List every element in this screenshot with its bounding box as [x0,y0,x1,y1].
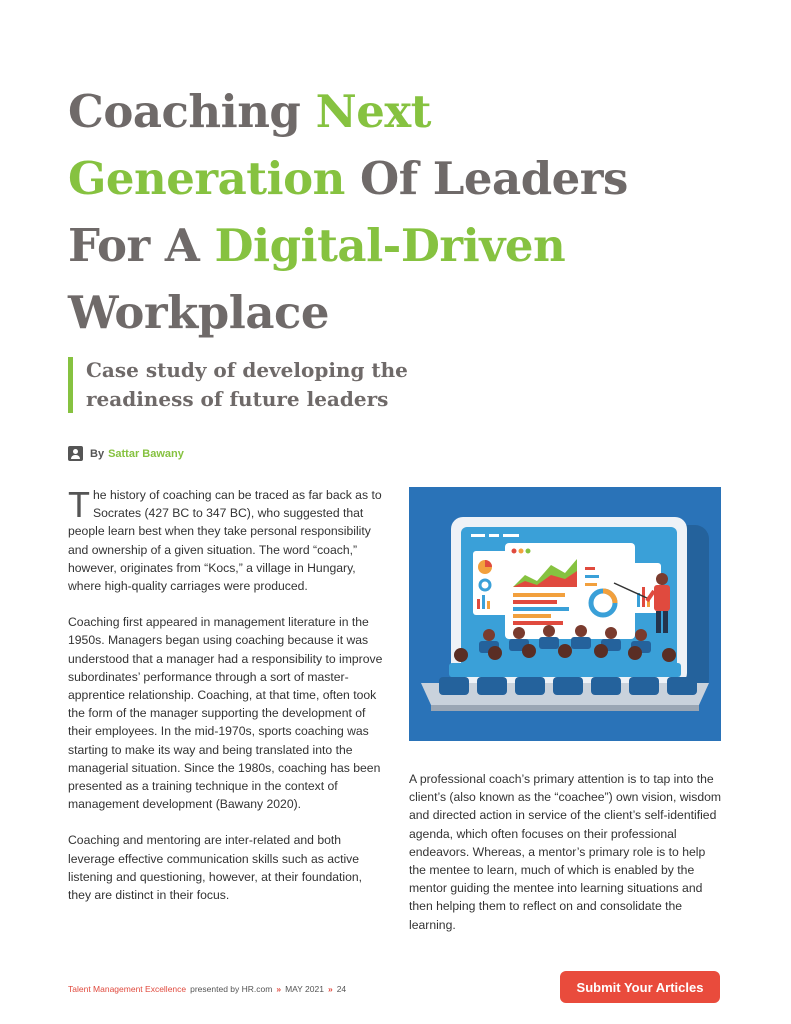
submit-articles-button[interactable]: Submit Your Articles [560,971,720,1003]
article-subtitle: Case study of developing the readiness of future leaders [86,358,408,411]
page-number: 24 [336,984,347,994]
right-column [409,770,725,934]
author-icon [68,446,83,461]
byline-prefix: By [90,447,105,460]
title-highlight: Next [315,85,431,138]
page-footer [68,984,346,994]
title-part: Workplace [68,286,330,339]
drop-cap: T [68,484,90,525]
online-presentation-laptop-illustration [409,487,721,741]
paragraph: A professional coach’s primary attention is to tap into the client’s (also known as the “coachee”) own vision, wisdom and directed action in service of the client’s self-identified agenda, which often focuses on their professional endeavors. Whereas, a mentor’s primary role is to help the mentee to learn, much of which is enabled by the mentor guiding the mentee into learning situations and then helping them to reflect on and consolidate the learning. [409,772,722,932]
title-part: For A [68,219,215,272]
footer-brand: Talent Management Excellence [68,984,187,994]
left-column [68,486,386,922]
author-name: Sattar Bawany [108,447,184,460]
title-part: Coaching [68,85,316,138]
title-part: Of Leaders [344,152,628,205]
footer-separator-icon: » [276,984,282,994]
footer-separator-icon: » [327,984,333,994]
paragraph: Coaching and mentoring are inter-related and both leverage effective communication skills such as active listening and questioning, however, at their foundation, they are distinct in their focus. [68,833,363,903]
title-highlight: Digital-Driven [214,219,566,272]
byline [68,446,184,461]
subtitle-accent-bar [68,357,73,413]
footer-date: MAY 2021 [285,984,324,994]
footer-presented: presented by HR.com [190,984,273,994]
paragraph: Coaching first appeared in management literature in the 1950s. Managers began using coaching because it was understood that a manager had a responsibility to improve subordinates’ performance through a sort of master-apprentice relationship. Coaching, at that time, often took the form of the manager supporting the development of their employees. In the mid-1970s, sports coaching was starting to make its way and being translated into the managerial situation. Since the 1980s, coaching has been presented as a training technique in the context of management development (Bawany 2020). [68,615,383,812]
paragraph-text: he history of coaching can be traced as far back as to Socrates (427 BC to 347 BC), who suggested that people learn best when they take personal responsibility and ownership of a given situation. The word “coach,” however, originates from “Kocs,” a village in Hungary, where high-quality carriages were produced. [68,488,382,594]
article-title [68,78,708,346]
paragraph [68,486,386,595]
title-highlight: Generation [68,152,345,205]
